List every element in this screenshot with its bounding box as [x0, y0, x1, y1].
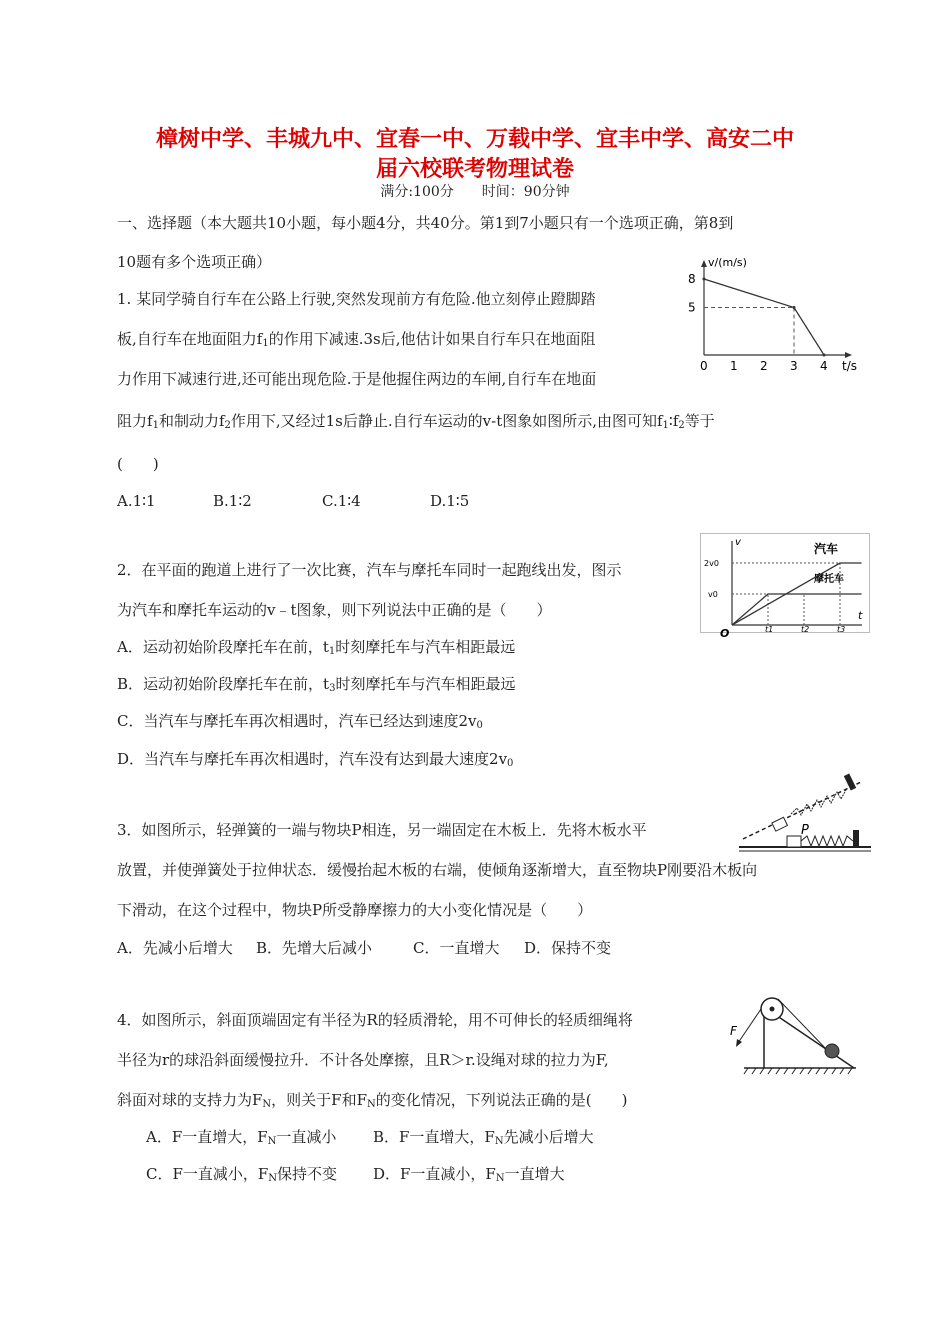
- spring-anchor-tilted: [844, 773, 856, 790]
- ground-hatch: [744, 1068, 852, 1074]
- x-tick-label: 4: [820, 359, 828, 373]
- subscript: 2: [224, 420, 231, 431]
- subscript: 1: [152, 420, 159, 431]
- x-axis-arrow: [845, 352, 852, 358]
- q3-option-d: D．保持不变: [524, 939, 612, 957]
- q4-option-d-part: 一直增大: [504, 1165, 565, 1183]
- subscript: 1: [262, 338, 269, 349]
- q4-line3-part: 的变化情况，下列说法正确的是( ): [375, 1091, 628, 1109]
- q3-line3: 下滑动，在这个过程中，物块P所受静摩擦力的大小变化情况是（ ）: [117, 901, 593, 919]
- subscript: N: [262, 1099, 272, 1110]
- subscript: N: [495, 1173, 505, 1184]
- motorcycle-line: [732, 594, 862, 625]
- q1-line4-part: ∶f: [668, 412, 679, 430]
- q2-option-a-part: A．运动初始阶段摩托车在前，t: [117, 638, 329, 656]
- q2-option-b-part: B．运动初始阶段摩托车在前，t: [117, 675, 330, 693]
- q3-option-c: C．一直增大: [413, 939, 500, 957]
- subscript: 1: [662, 420, 669, 431]
- q4-option-d: [373, 1164, 565, 1189]
- q1-line4-part: 等于: [684, 412, 715, 430]
- block-tilted: [772, 817, 788, 831]
- q1-line4-part: 和制动力f: [158, 412, 225, 430]
- q1-line4: [117, 411, 715, 436]
- x-tick-label: t1: [765, 625, 774, 634]
- q4-option-d-part: D．F一直减小，F: [373, 1165, 496, 1183]
- q1-option-a: A.1∶1: [117, 492, 156, 510]
- block-p-label: P: [801, 823, 809, 838]
- q2-option-b: [117, 674, 515, 699]
- q2-vt-graph: [700, 533, 870, 640]
- q4-option-c: [146, 1164, 337, 1189]
- q1-line2-part: 的作用下减速.3s后,他估计如果自行车只在地面阻: [268, 330, 596, 348]
- data-point: [703, 278, 706, 281]
- legend-motorcycle: 摩托车: [814, 574, 844, 585]
- paper-title-line1: 樟树中学、丰城九中、宜春一中、万载中学、宜丰中学、高安二中: [155, 127, 794, 152]
- y-axis-arrow: [701, 260, 707, 267]
- q4-line3: [117, 1090, 627, 1115]
- x-tick-label: 0: [700, 359, 708, 373]
- ball: [825, 1044, 839, 1058]
- figure-border: [701, 534, 870, 633]
- q4-option-a-part: 一直减小: [276, 1128, 337, 1146]
- q2-option-a: [117, 637, 515, 662]
- q1-line2: [117, 329, 595, 354]
- data-point: [793, 306, 796, 309]
- q4-option-a: [146, 1127, 336, 1152]
- q1-option-d: D.1∶5: [430, 492, 470, 510]
- y-tick-label: 2v0: [704, 559, 719, 568]
- q1-vt-graph: [680, 252, 870, 377]
- subscript: N: [267, 1136, 277, 1147]
- origin-label: O: [720, 627, 730, 640]
- paper-title-line2: 届六校联考物理试卷: [375, 157, 574, 182]
- q3-spring-figure: [735, 770, 875, 855]
- q4-option-c-part: 保持不变: [277, 1165, 338, 1183]
- q2-option-c-part: C．当汽车与摩托车再次相遇时，汽车已经达到速度2v: [117, 712, 477, 730]
- q1-line1: 1. 某同学骑自行车在公路上行驶,突然发现前方有危险.他立刻停止蹬脚踏: [117, 290, 596, 308]
- q4-option-b: [373, 1127, 594, 1152]
- q4-option-a-part: A．F一直增大，F: [146, 1128, 268, 1146]
- q4-line3-part: ，则关于F和F: [271, 1091, 367, 1109]
- q3-line1: 3．如图所示，轻弹簧的一端与物块P相连，另一端固定在木板上．先将木板水平: [117, 821, 647, 839]
- q1-line2-part: 板,自行车在地面阻力f: [117, 330, 263, 348]
- rope: [778, 999, 828, 1051]
- q1-line4-part: 阻力f: [117, 412, 153, 430]
- pulley-axle: [770, 1007, 775, 1012]
- q4-option-b-part: 先减小后增大: [503, 1128, 594, 1146]
- subscript: 2: [678, 420, 685, 431]
- q4-line2: 半径为r的球沿斜面缓慢拉升．不计各处摩擦，且R＞r.设绳对球的拉力为F,: [117, 1051, 609, 1069]
- exam-meta: 满分:100分 时间：90分钟: [380, 184, 570, 200]
- x-tick-label: 1: [730, 359, 738, 373]
- rope-pull: [738, 1009, 761, 1043]
- q2-line1: 2．在平面的跑道上进行了一次比赛，汽车与摩托车同时一起跑线出发，图示: [117, 561, 622, 579]
- section-heading-line1: 一、选择题（本大题共10小题，每小题4分，共40分。第1到7小题只有一个选项正确，第8到: [117, 214, 734, 232]
- y-axis-label: v: [735, 537, 741, 548]
- x-tick-label: 3: [790, 359, 798, 373]
- q4-line1: 4．如图所示，斜面顶端固定有半径为R的轻质滑轮，用不可伸长的轻质细绳将: [117, 1011, 633, 1029]
- subscript: N: [268, 1173, 278, 1184]
- y-tick-label: v0: [708, 590, 718, 599]
- q3-option-a: A．先减小后增大: [117, 939, 233, 957]
- q1-line4-part: 作用下,又经过1s后静止.自行车运动的v-t图象如图所示,由图可知f: [230, 412, 663, 430]
- y-tick-label: 8: [688, 272, 696, 286]
- q2-option-a-part: 时刻摩托车与汽车相距最远: [335, 638, 516, 656]
- x-tick-label: t2: [801, 625, 810, 634]
- y-tick-label: 5: [688, 300, 696, 315]
- block-p: [787, 836, 801, 847]
- q1-answer-blank: ( ): [117, 455, 159, 473]
- q4-option-c-part: C．F一直减小，F: [146, 1165, 269, 1183]
- q2-option-c: [117, 711, 483, 736]
- legend-car: 汽车: [814, 542, 839, 556]
- spring-anchor: [853, 830, 859, 847]
- subscript: N: [494, 1136, 504, 1147]
- q2-option-d-part: D．当汽车与摩托车再次相遇时，汽车没有达到最大速度2v: [117, 750, 508, 768]
- q4-line3-part: 斜面对球的支持力为F: [117, 1091, 263, 1109]
- q1-option-b: B.1∶2: [213, 492, 252, 510]
- y-axis-label: v/(m/s): [708, 256, 747, 269]
- q3-option-b: B．先增大后减小: [256, 939, 373, 957]
- q4-option-b-part: B．F一直增大，F: [373, 1128, 495, 1146]
- q2-option-b-part: 时刻摩托车与汽车相距最远: [335, 675, 516, 693]
- force-arrow: [736, 1039, 742, 1047]
- subscript: 0: [476, 720, 483, 731]
- q2-option-d: [117, 749, 513, 774]
- force-label: F: [730, 1024, 737, 1038]
- subscript: 1: [328, 646, 336, 657]
- velocity-line: [704, 279, 824, 355]
- x-axis-label: t: [858, 609, 863, 622]
- x-axis-label: t/s: [842, 359, 857, 373]
- subscript: 0: [507, 758, 514, 769]
- q3-line2: 放置，并使弹簧处于拉伸状态．缓慢抬起木板的右端，使倾角逐渐增大，直至物块P刚要沿木板向: [117, 861, 758, 879]
- q2-line2: 为汽车和摩托车运动的v﹣t图象，则下列说法中正确的是（ ）: [117, 601, 552, 619]
- subscript: 3: [329, 683, 336, 694]
- x-tick-label: t3: [837, 625, 846, 634]
- data-point: [823, 354, 826, 357]
- q1-option-c: C.1∶4: [322, 492, 361, 510]
- subscript: N: [367, 1099, 376, 1110]
- q4-pulley-figure: [726, 985, 861, 1080]
- q1-line3: 力作用下减速行进,还可能出现危险.于是他握住两边的车闸,自行车在地面: [117, 370, 597, 388]
- x-tick-label: 2: [760, 359, 768, 373]
- section-heading-line2: 10题有多个选项正确）: [117, 253, 272, 271]
